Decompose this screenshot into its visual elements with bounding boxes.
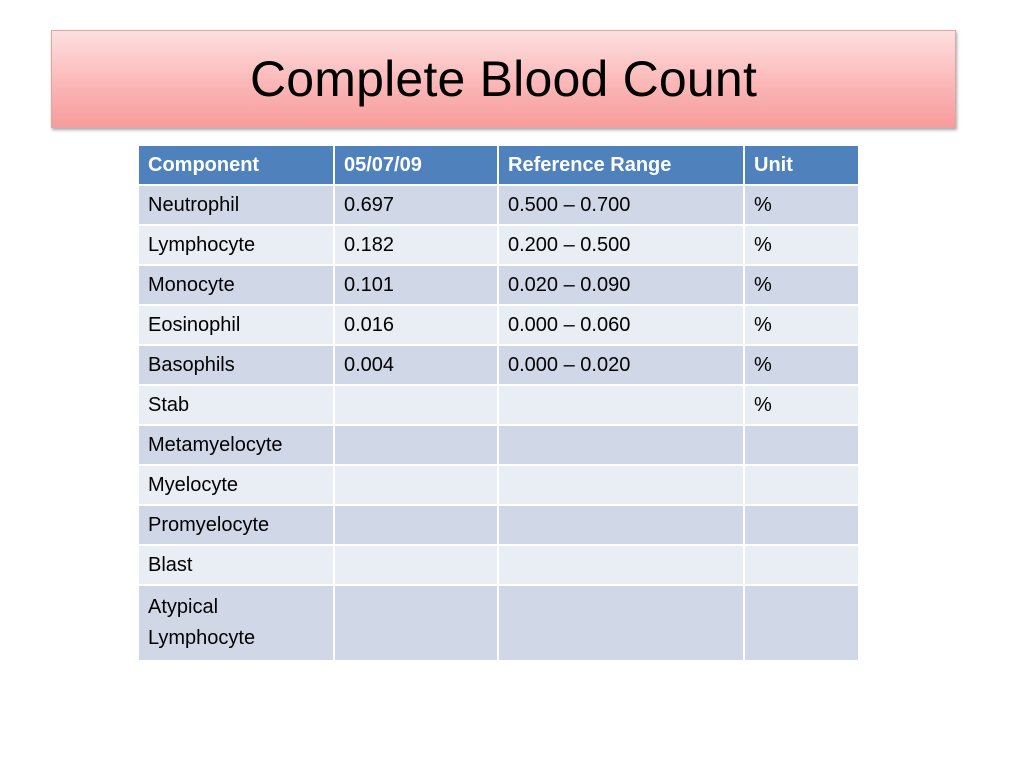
header-date: 05/07/09 [334,145,498,185]
cell-unit: % [744,345,859,385]
cell-component: Monocyte [138,265,334,305]
cell-unit [744,505,859,545]
table-row [138,385,859,425]
cell-reference-range [498,505,744,545]
cell-reference-range [498,545,744,585]
table-row [138,185,859,225]
cell-reference-range: 0.000 – 0.060 [498,305,744,345]
cell-value: 0.004 [334,345,498,385]
cell-value: 0.697 [334,185,498,225]
cell-component: Basophils [138,345,334,385]
table-row [138,505,859,545]
title-box [51,30,956,128]
table-row [138,585,859,661]
cell-unit: % [744,185,859,225]
cell-component: Eosinophil [138,305,334,345]
cell-reference-range [498,585,744,661]
cell-value: 0.016 [334,305,498,345]
cell-unit [744,465,859,505]
cell-value [334,385,498,425]
table-row [138,465,859,505]
cell-value: 0.182 [334,225,498,265]
header-component: Component [138,145,334,185]
header-unit: Unit [744,145,859,185]
cell-reference-range: 0.000 – 0.020 [498,345,744,385]
cell-unit [744,425,859,465]
cell-value [334,545,498,585]
cell-reference-range: 0.200 – 0.500 [498,225,744,265]
cell-component: Lymphocyte [138,225,334,265]
cell-unit: % [744,265,859,305]
table-row [138,305,859,345]
cell-component: Promyelocyte [138,505,334,545]
cell-unit [744,585,859,661]
cell-unit: % [744,305,859,345]
table-header-row [138,145,859,185]
cell-unit [744,545,859,585]
table-row [138,345,859,385]
cell-reference-range [498,465,744,505]
cell-unit: % [744,225,859,265]
header-reference-range: Reference Range [498,145,744,185]
cell-reference-range: 0.020 – 0.090 [498,265,744,305]
cell-value [334,505,498,545]
cell-component: Stab [138,385,334,425]
table-row [138,265,859,305]
cell-reference-range: 0.500 – 0.700 [498,185,744,225]
table-row [138,225,859,265]
cell-component: Atypical Lymphocyte [138,585,334,661]
cell-value [334,425,498,465]
cbc-table [137,144,860,662]
cell-reference-range [498,425,744,465]
cell-value [334,585,498,661]
table-row [138,545,859,585]
cell-component: Myelocyte [138,465,334,505]
cell-reference-range [498,385,744,425]
cell-component: Neutrophil [138,185,334,225]
table-row [138,425,859,465]
cell-value [334,465,498,505]
cell-component: Blast [138,545,334,585]
cell-unit: % [744,385,859,425]
slide-title: Complete Blood Count [249,51,758,107]
cell-value: 0.101 [334,265,498,305]
cell-component: Metamyelocyte [138,425,334,465]
